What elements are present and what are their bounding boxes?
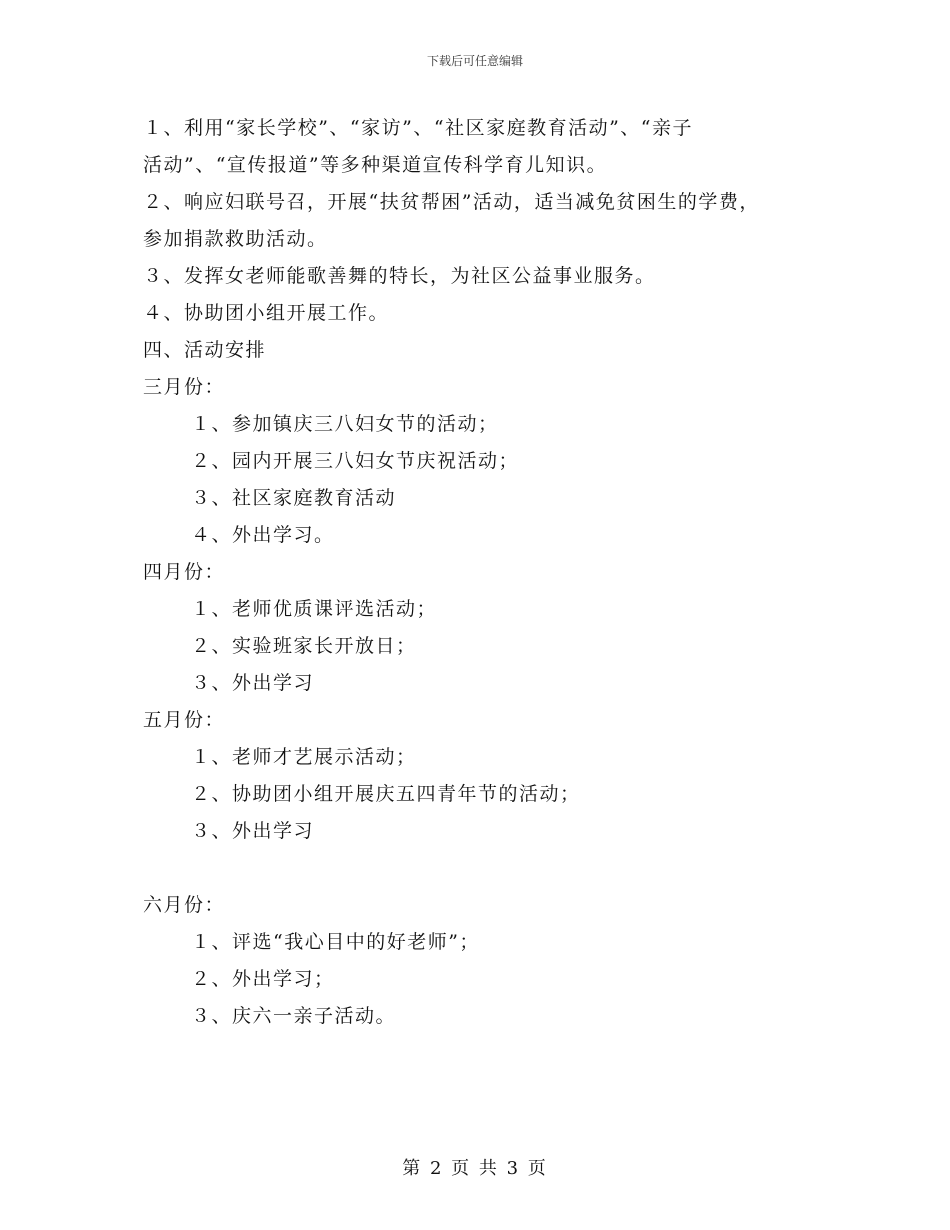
list-item: １、参加镇庆三八妇女节的活动； (191, 413, 499, 435)
paragraph-line: １、利用“家长学校”、“家访”、“社区家庭教育活动”、“亲子 (143, 117, 693, 139)
paragraph-line: ３、发挥女老师能歌善舞的特长，为社区公益事业服务。 (143, 265, 656, 287)
document-body (143, 110, 813, 1035)
blank-line (143, 850, 813, 887)
month-heading: 四月份： (143, 561, 226, 583)
list-item: １、评选“我心目中的好老师”； (191, 931, 480, 953)
list-item: ３、社区家庭教育活动 (191, 487, 397, 509)
month-heading: 三月份： (143, 376, 226, 398)
month-heading: 五月份： (143, 709, 226, 731)
list-item: ３、庆六一亲子活动。 (191, 1005, 397, 1027)
paragraph-line: ４、协助团小组开展工作。 (143, 302, 390, 324)
list-item: ４、外出学习。 (191, 524, 335, 546)
list-item: ２、外出学习； (191, 968, 335, 990)
list-item: ２、协助团小组开展庆五四青年节的活动； (191, 783, 581, 805)
list-item: １、老师优质课评选活动； (191, 598, 438, 620)
page-number: 第 2 页 共 3 页 (402, 1158, 548, 1179)
list-item: ３、外出学习 (191, 672, 315, 694)
paragraph-line: 活动”、“宣传报道”等多种渠道宣传科学育儿知识。 (143, 154, 608, 176)
section-heading: 四、活动安排 (143, 339, 267, 361)
paragraph-line: 参加捐款救助活动。 (143, 228, 328, 250)
list-item: １、老师才艺展示活动； (191, 746, 417, 768)
list-item: ２、园内开展三八妇女节庆祝活动； (191, 450, 520, 472)
paragraph-line: ２、响应妇联号召，开展“扶贫帮困”活动，适当减免贫困生的学费， (143, 191, 760, 213)
list-item: ２、实验班家长开放日； (191, 635, 417, 657)
month-heading: 六月份： (143, 894, 226, 916)
page-header: 下载后可任意编辑 (426, 54, 523, 68)
list-item: ３、外出学习 (191, 820, 315, 842)
